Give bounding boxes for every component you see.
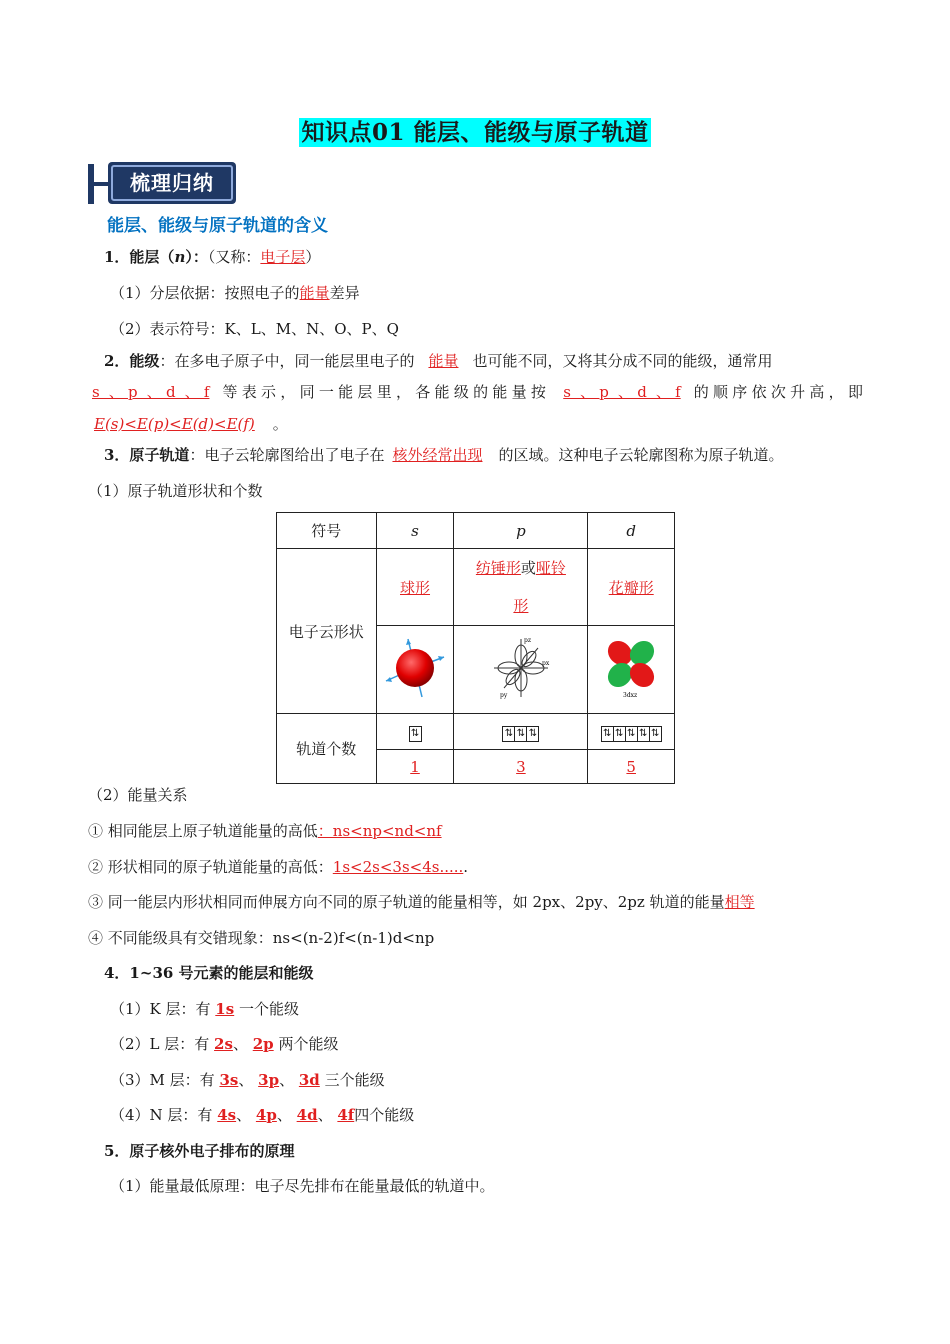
answer-blank: 能量 <box>299 284 330 302</box>
section-banner <box>88 160 238 208</box>
table-header: s <box>376 513 454 549</box>
p3-2-line: （2）能量关系 <box>88 786 188 804</box>
shape-p: 纺锤形或哑铃 形 <box>454 549 588 626</box>
section-heading: 能层、能级与原子轨道的含义 <box>107 216 328 236</box>
svg-text:pz: pz <box>523 636 531 644</box>
p1-1-line: （1）分层依据：按照电子的能量差异 <box>110 284 360 302</box>
d-orbital-image <box>588 626 675 714</box>
p-boxes: ⇅ ⇅ ⇅ <box>454 714 588 750</box>
banner-label: 梳理归纳 <box>111 165 233 201</box>
d-boxes: ⇅ ⇅ ⇅ ⇅ ⇅ <box>588 714 675 750</box>
count-p: 3 <box>516 757 526 776</box>
svg-text:px: px <box>541 659 550 667</box>
p4-l-line: （2）L 层：有 2s、 2p 两个能级 <box>110 1035 339 1053</box>
answer-blank: 能量 <box>428 352 459 370</box>
answer-blank: 电子层 <box>260 248 306 266</box>
svg-text:py: py <box>499 691 508 699</box>
p-orbital-image <box>454 626 588 714</box>
p5-heading: 5．原子核外电子排布的原理 <box>104 1142 295 1160</box>
count-d: 5 <box>626 757 636 776</box>
p4-k-line: （1）K 层：有 1s 一个能级 <box>110 1000 299 1018</box>
rel3-line: ③ 同一能层内形状相同而伸展方向不同的原子轨道的能量相等，如 2px、2py、2pz 轨道的能量相等 <box>88 893 755 911</box>
p4-m-line: （3）M 层：有 3s、 3p、 3d 三个能级 <box>110 1071 385 1089</box>
orbital-table <box>276 512 675 784</box>
p5-item1: （1）能量最低原理：电子尽先排布在能量最低的轨道中。 <box>110 1177 495 1195</box>
answer-blank: s 、p 、d 、f <box>92 383 210 401</box>
table-header: d <box>588 513 675 549</box>
shape-d: 花瓣形 <box>608 578 654 597</box>
p2-line-2: s 、p 、d 、f 等表示，同一能层里，各能级的能量按 s 、p 、d 、f 的顺序依次升高，即 <box>88 381 863 403</box>
p2-line-3: E(s)<E(p)<E(d)<E(f) 。 <box>88 413 288 435</box>
p1-line: 1．能层（n）：（又称：电子层） <box>104 248 321 266</box>
table-header: p <box>454 513 588 549</box>
answer-blank: s 、p 、d 、f <box>563 383 681 401</box>
rel4-line: ④ 不同能级具有交错现象：ns<(n-2)f<(n-1)d<np <box>88 929 435 947</box>
p2-line-1: 2．能级：在多电子原子中，同一能层里电子的 能量 也可能不同，又将其分成不同的能级，通常用 <box>104 352 773 370</box>
p4-heading: 4．1~36 号元素的能层和能级 <box>104 964 314 982</box>
count-s: 1 <box>410 757 420 776</box>
shape-label: 电子云形状 <box>277 549 377 714</box>
p1-2-line: （2）表示符号：K、L、M、N、O、P、Q <box>110 320 399 338</box>
svg-text:3dxz: 3dxz <box>623 691 638 699</box>
p3-line: 3．原子轨道：电子云轮廓图给出了电子在 核外经常出现 的区域。这种电子云轮廓图称为原子轨道。 <box>104 446 784 464</box>
p3-1-line: （1）原子轨道形状和个数 <box>88 482 263 500</box>
rel1-line: ① 相同能层上原子轨道能量的高低：ns<np<nd<nf <box>88 822 442 840</box>
page-title: 知识点01 能层、能级与原子轨道 <box>301 119 649 146</box>
table-header: 符号 <box>277 513 377 549</box>
rel2-line: ② 形状相同的原子轨道能量的高低：1s<2s<3s<4s...... <box>88 858 469 876</box>
s-boxes: ⇅ <box>376 714 454 750</box>
answer-blank: E(s)<E(p)<E(d)<E(f) <box>94 415 255 433</box>
s-orbital-image <box>376 626 454 714</box>
p4-n-line: （4）N 层：有 4s、 4p、 4d、 4f四个能级 <box>110 1106 415 1124</box>
shape-s: 球形 <box>400 578 431 597</box>
answer-blank: 核外经常出现 <box>392 446 483 464</box>
count-label: 轨道个数 <box>277 714 377 784</box>
